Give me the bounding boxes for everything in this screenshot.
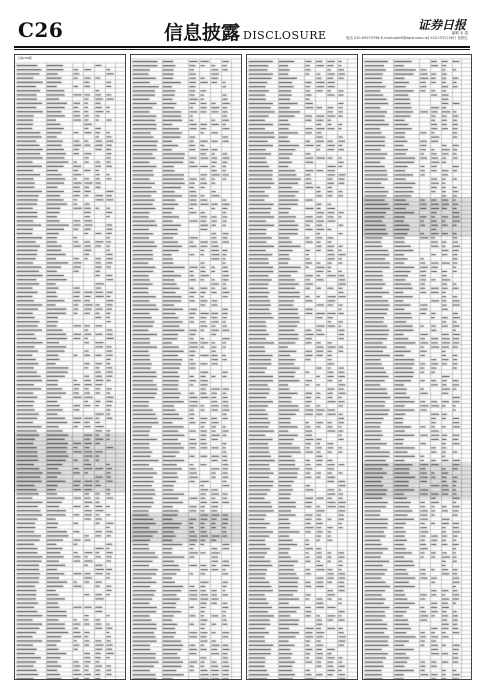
header-rule-thin <box>14 49 470 50</box>
table-grid <box>131 55 241 680</box>
page-number: C26 <box>18 18 64 42</box>
table-grid <box>15 55 125 680</box>
section-title-en: DISCLOSURE <box>243 29 327 42</box>
header-rule <box>14 46 470 48</box>
table-column-1 <box>14 54 126 680</box>
section-title <box>164 18 327 45</box>
table-column-3 <box>246 54 358 680</box>
table-grid <box>363 55 471 680</box>
table-grid <box>247 55 357 680</box>
date-line: 2021年2月26日 星期五 <box>430 35 468 40</box>
newspaper-logo: 证券日报 <box>417 18 466 32</box>
disclosure-content <box>14 54 470 680</box>
section-title-cn: 信息披露 <box>164 22 241 44</box>
header-meta <box>346 31 468 40</box>
contact-line: 电话 010-63070796 E-mail:zqrb9@zqrb.sina.net <box>345 35 430 40</box>
table-column-2 <box>130 54 242 680</box>
page-header <box>14 18 470 46</box>
editor-line: 编辑 宋 超 <box>451 31 468 35</box>
table-column-4 <box>362 54 472 680</box>
